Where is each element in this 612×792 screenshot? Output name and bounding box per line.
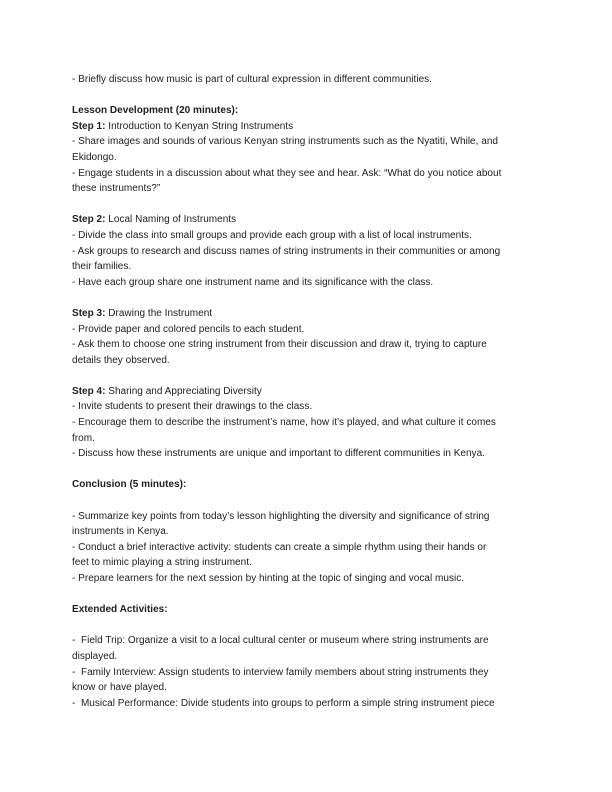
blank-line — [72, 368, 542, 384]
text-line: - Conduct a brief interactive activity: students can create a simple rhythm using their hands or — [72, 541, 487, 553]
section-heading — [72, 602, 542, 618]
text-line: - Musical Performance: Divide students into groups to perform a simple string instrument piece — [72, 697, 495, 709]
body-paragraph — [72, 166, 542, 197]
blank-line — [72, 587, 542, 603]
blank-line — [72, 290, 542, 306]
heading-line: Lesson Development (20 minutes): — [72, 105, 239, 117]
section-heading — [72, 477, 542, 493]
text-line: - Field Trip: Organize a visit to a local cultural center or museum where string instruments are — [72, 635, 489, 647]
text-line: feet to mimic playing a string instrument. — [72, 557, 252, 569]
blank-line — [72, 493, 542, 509]
text-line: Ekidongo. — [72, 151, 117, 163]
text-line: - Encourage them to describe the instrument’s name, how it’s played, and what culture it comes — [72, 417, 496, 429]
text-line: - Family Interview: Assign students to interview family members about string instruments they — [72, 666, 489, 678]
text-line: - Ask groups to research and discuss names of string instruments in their communities or among — [72, 245, 501, 257]
body-paragraph — [72, 540, 542, 571]
text-line: - Provide paper and colored pencils to each student. — [72, 323, 305, 335]
body-paragraph — [72, 571, 542, 587]
text-line: from. — [72, 432, 95, 444]
heading-line: Conclusion (5 minutes): — [72, 479, 187, 491]
text-line: - Share images and sounds of various Kenyan string instruments such as the Nyatiti, While, and — [72, 136, 498, 148]
body-paragraph — [72, 228, 542, 244]
text-line — [72, 384, 542, 400]
step-title: Sharing and Appreciating Diversity — [105, 385, 262, 397]
step-label: Step 2: — [72, 214, 106, 226]
body-paragraph — [72, 119, 542, 135]
body-paragraph — [72, 633, 542, 664]
body-paragraph — [72, 244, 542, 275]
text-line: - Summarize key points from today’s lesson highlighting the diversity and significance of string — [72, 510, 490, 522]
body-paragraph — [72, 306, 542, 322]
text-line: - Engage students in a discussion about what they see and hear. Ask: “What do you notice about — [72, 167, 502, 179]
blank-line — [72, 618, 542, 634]
text-line: these instruments?” — [72, 183, 161, 195]
text-line: - Prepare learners for the next session by hinting at the topic of singing and vocal music. — [72, 573, 465, 584]
text-line: details they observed. — [72, 354, 170, 366]
text-line: - Discuss how these instruments are unique and important to different communities in Kenya. — [72, 448, 485, 460]
body-paragraph — [72, 212, 542, 228]
text-line — [72, 212, 542, 228]
text-line: - Have each group share one instrument name and its significance with the class. — [72, 276, 434, 288]
text-line: - Briefly discuss how music is part of cultural expression in different communities. — [72, 74, 432, 85]
blank-line — [72, 462, 542, 478]
step-title: Drawing the Instrument — [105, 307, 213, 319]
text-line: instruments in Kenya. — [72, 526, 169, 538]
body-paragraph — [72, 134, 542, 165]
step-label: Step 1: — [72, 120, 106, 132]
step-title: Local Naming of Instruments — [105, 214, 237, 226]
text-line: their families. — [72, 261, 132, 273]
heading-line: Extended Activities: — [72, 604, 168, 616]
body-paragraph — [72, 665, 542, 696]
body-paragraph — [72, 384, 542, 400]
step-label: Step 3: — [72, 307, 106, 319]
body-paragraph — [72, 509, 542, 540]
text-line — [72, 119, 542, 135]
body-paragraph — [72, 696, 542, 712]
blank-line — [72, 88, 542, 104]
text-line: - Invite students to present their drawings to the class. — [72, 401, 313, 413]
body-paragraph — [72, 337, 542, 368]
step-label: Step 4: — [72, 385, 106, 397]
body-paragraph — [72, 415, 542, 446]
body-paragraph — [72, 446, 542, 462]
section-heading — [72, 103, 542, 119]
text-line — [72, 306, 542, 322]
text-line: - Divide the class into small groups and provide each group with a list of local instruments. — [72, 229, 472, 241]
body-paragraph — [72, 275, 542, 291]
step-title: Introduction to Kenyan String Instruments — [105, 120, 294, 132]
body-paragraph — [72, 322, 542, 338]
text-line: displayed. — [72, 650, 118, 662]
text-line: know or have played. — [72, 682, 167, 694]
body-paragraph — [72, 399, 542, 415]
body-paragraph — [72, 72, 542, 88]
blank-line — [72, 197, 542, 213]
text-line: - Ask them to choose one string instrument from their discussion and draw it, trying to capture — [72, 339, 487, 351]
